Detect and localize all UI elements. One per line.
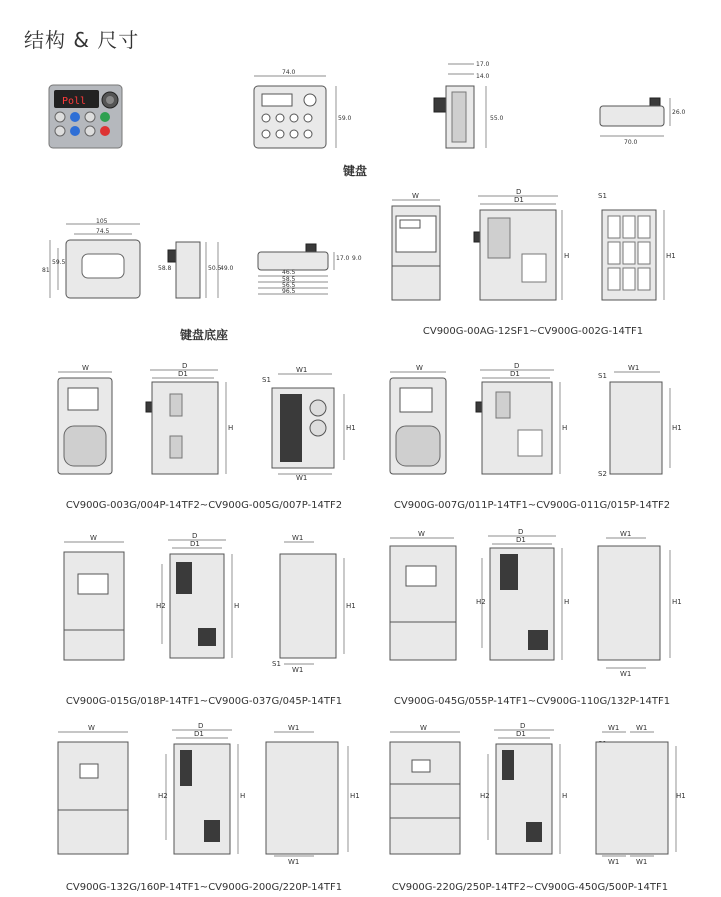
dimension-label: W1	[292, 666, 304, 674]
dimension-label: W	[88, 724, 95, 732]
model-4-caption: CV900G-045G/055P-14TF1~CV900G-110G/132P-14TF1	[393, 696, 671, 707]
dimension-label: W1	[608, 858, 620, 866]
dimension-label: H1	[672, 424, 682, 432]
dimension-label: H	[228, 424, 234, 432]
dimension-label: H2	[480, 792, 490, 800]
dimension-label: H	[234, 602, 240, 610]
keypad-front-drawing	[244, 66, 354, 160]
model-5-caption: CV900G-132G/160P-14TF1~CV900G-200G/220P-14TF1	[65, 882, 343, 893]
dim-base-inner-w: 74.5	[96, 228, 110, 235]
dimension-label: W1	[636, 858, 648, 866]
dim-keypad-depth-b: 14.0	[476, 73, 490, 80]
dimension-label: W	[418, 530, 425, 538]
page-title: 结构 & 尺寸	[24, 28, 140, 52]
model-4-drawings	[384, 530, 684, 684]
dimension-label: H2	[158, 792, 168, 800]
keypad-caption: 键盘	[342, 164, 368, 178]
dimension-label: H1	[346, 602, 356, 610]
keypad-photo	[48, 84, 123, 153]
dimension-label: D1	[510, 370, 520, 378]
dim-base-bot-e: 17.0	[336, 255, 350, 262]
dimension-label: W1	[296, 366, 308, 374]
dimension-label: H1	[350, 792, 360, 800]
dim-keypad-bottom-h: 26.0	[672, 109, 686, 116]
dimension-label: S1	[598, 372, 607, 380]
dim-base-bot-c: 58.5	[282, 276, 296, 283]
dim-base-inner-h: 59.5	[52, 259, 66, 266]
dim-base-bot-b: 56.5	[282, 282, 296, 289]
dimension-label: W	[90, 534, 97, 542]
model-1-drawings	[50, 364, 360, 484]
keypad-display-text: Poll	[62, 96, 87, 107]
base-side-drawing	[158, 236, 238, 310]
dimension-label: H	[240, 792, 246, 800]
model-6-caption: CV900G-220G/250P-14TF2~CV900G-450G/500P-14TF1	[391, 882, 669, 893]
model-3-drawings	[58, 534, 358, 678]
dimension-label: W1	[620, 530, 632, 538]
model-0-drawings	[386, 190, 676, 314]
dimension-label: D	[520, 722, 526, 730]
dimension-label: D1	[194, 730, 204, 738]
model-2-caption: CV900G-007G/011P-14TF1~CV900G-011G/015P-14TF2	[393, 500, 671, 511]
dim-base-outer-h: 81	[42, 267, 50, 274]
dim-base-side-b: 49.0	[220, 265, 234, 272]
dimension-label: W	[412, 192, 419, 200]
dimension-label: H	[562, 792, 568, 800]
dimension-label: D	[198, 722, 204, 730]
model-3-caption: CV900G-015G/018P-14TF1~CV900G-037G/045P-14TF1	[65, 696, 343, 707]
dim-keypad-width: 74.0	[282, 69, 296, 76]
dim-base-bot-f: 9.0	[352, 255, 362, 262]
model-6-drawings	[384, 724, 684, 868]
dimension-label: H	[564, 252, 570, 260]
dimension-label: W	[82, 364, 89, 372]
dim-keypad-height: 59.0	[338, 115, 352, 122]
dimension-label: S1	[262, 376, 271, 384]
dimension-label: H1	[672, 598, 682, 606]
dimension-label: H1	[666, 252, 676, 260]
dimension-label: W1	[636, 724, 648, 732]
dimension-label: H1	[346, 424, 356, 432]
dimension-label: D	[514, 362, 520, 370]
base-front-drawing	[40, 218, 150, 312]
dimension-label: D	[516, 188, 522, 196]
dim-keypad-depth-a: 17.0	[476, 61, 490, 68]
dim-keypad-bottom-w: 70.0	[624, 139, 638, 146]
dimension-label: S1	[272, 660, 281, 668]
dimension-label: W1	[292, 534, 304, 542]
dimension-label: S2	[598, 470, 607, 478]
dimension-label: W1	[288, 724, 300, 732]
dim-keypad-side-h: 55.0	[490, 115, 504, 122]
dimension-label: D1	[516, 730, 526, 738]
dimension-label: W1	[608, 724, 620, 732]
dim-base-bot-a: 96.5	[282, 288, 296, 295]
dimension-label: S1	[598, 192, 607, 200]
dimension-label: W1	[288, 858, 300, 866]
dim-base-outer-w: 105	[96, 218, 108, 225]
dimension-label: D1	[178, 370, 188, 378]
model-2-drawings	[384, 364, 684, 484]
dimension-label: W1	[620, 670, 632, 678]
dimension-label: W	[420, 724, 427, 732]
base-bottom-drawing	[252, 242, 372, 302]
base-caption: 键盘底座	[179, 328, 229, 342]
model-1-caption: CV900G-003G/004P-14TF2~CV900G-005G/007P-14TF2	[65, 500, 343, 511]
dimension-label: D1	[514, 196, 524, 204]
dimension-label: H	[564, 598, 570, 606]
dimension-label: D	[182, 362, 188, 370]
dimension-label: W1	[628, 364, 640, 372]
model-0-caption: CV900G-00AG-12SF1~CV900G-002G-14TF1	[422, 326, 644, 337]
keypad-bottom-drawing	[594, 94, 684, 154]
dimension-label: H1	[676, 792, 686, 800]
dimension-label: D1	[190, 540, 200, 548]
dimension-label: W	[416, 364, 423, 372]
dimension-label: D	[192, 532, 198, 540]
keypad-side-drawing	[430, 56, 510, 160]
dimension-label: H2	[156, 602, 166, 610]
dimension-label: H2	[476, 598, 486, 606]
dim-base-side-c: 58.8	[158, 265, 172, 272]
dimension-label: H	[562, 424, 568, 432]
dimension-label: D1	[516, 536, 526, 544]
model-5-drawings	[52, 724, 362, 868]
dimension-label: W1	[296, 474, 308, 482]
dimension-label: D	[518, 528, 524, 536]
dim-base-side-a: 50.5	[208, 265, 222, 272]
dim-base-bot-d: 46.5	[282, 269, 296, 276]
